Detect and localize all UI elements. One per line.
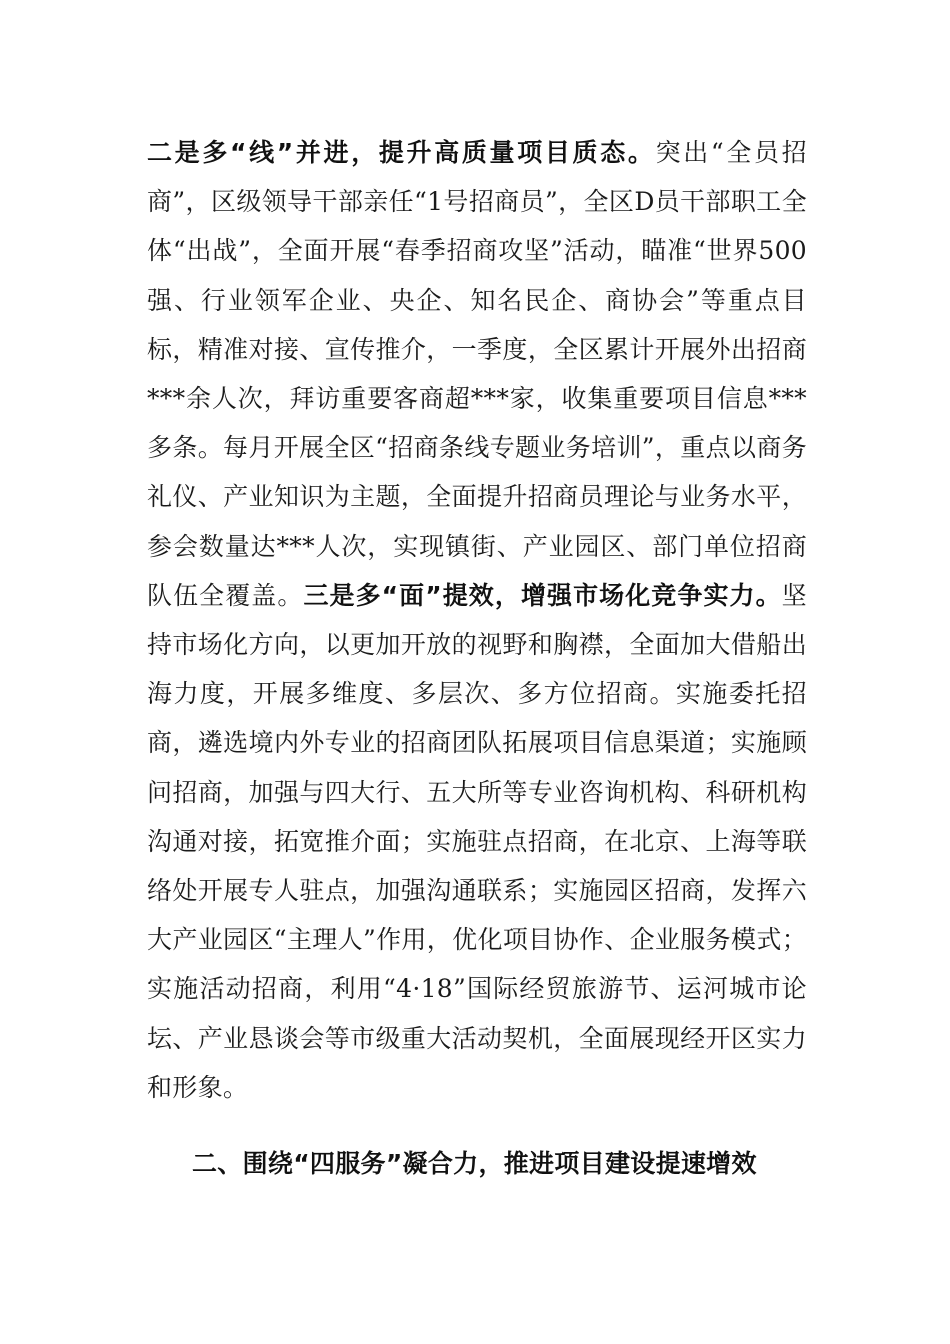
paragraph-text-continued: 坚持市场化方向，以更加开放的视野和胸襟，全面加大借船出海力度，开展多维度、多层次、多方位招商。实施委托招商，遴选境内外专业的招商团队拓展项目信息渠道；实施顾问招商，加强与四大行、五大所等专业咨询机构、科研机构沟通对接，拓宽推介面；实施驻点招商，在北京、上海等联络处开展专人驻点，加强沟通联系；实施园区招商，发挥六大产业园区“主理人”作用，优化项目协作、企业服务模式；实施活动招商，利用“4·18”国际经贸旅游节、运河城市论坛、产业恳谈会等市级重大活动契机，全面展现经开区实力和形象。 [147, 580, 807, 1102]
body-paragraph [147, 128, 807, 1112]
lead-sentence-bold: 二是多“线”并进，提升高质量项目质态。 [147, 138, 656, 167]
section-heading: 二、围绕“四服务”凝合力，推进项目建设提速增效 [192, 1149, 757, 1178]
paragraph-text: 突出“全员招商”，区级领导干部亲任“1号招商员”，全区D员干部职工全体“出战”，全面开展“春季招商攻坚”活动，瞄准“世界500强、行业领军企业、央企、知名民企、商协会”等重点目标，精准对接、宣传推介，一季度，全区累计开展外出招商***余人次，拜访重要客商超***家，收集重要项目信息***多条。每月开展全区“招商条线专题业务培训”，重点以商务礼仪、产业知识为主题，全面提升招商员理论与业务水平，参会数量达***人次，实现镇街、产业园区、部门单位招商队伍全覆盖。 [147, 138, 807, 610]
second-lead-sentence-bold: 三是多“面”提效，增强市场化竞争实力。 [303, 580, 782, 610]
